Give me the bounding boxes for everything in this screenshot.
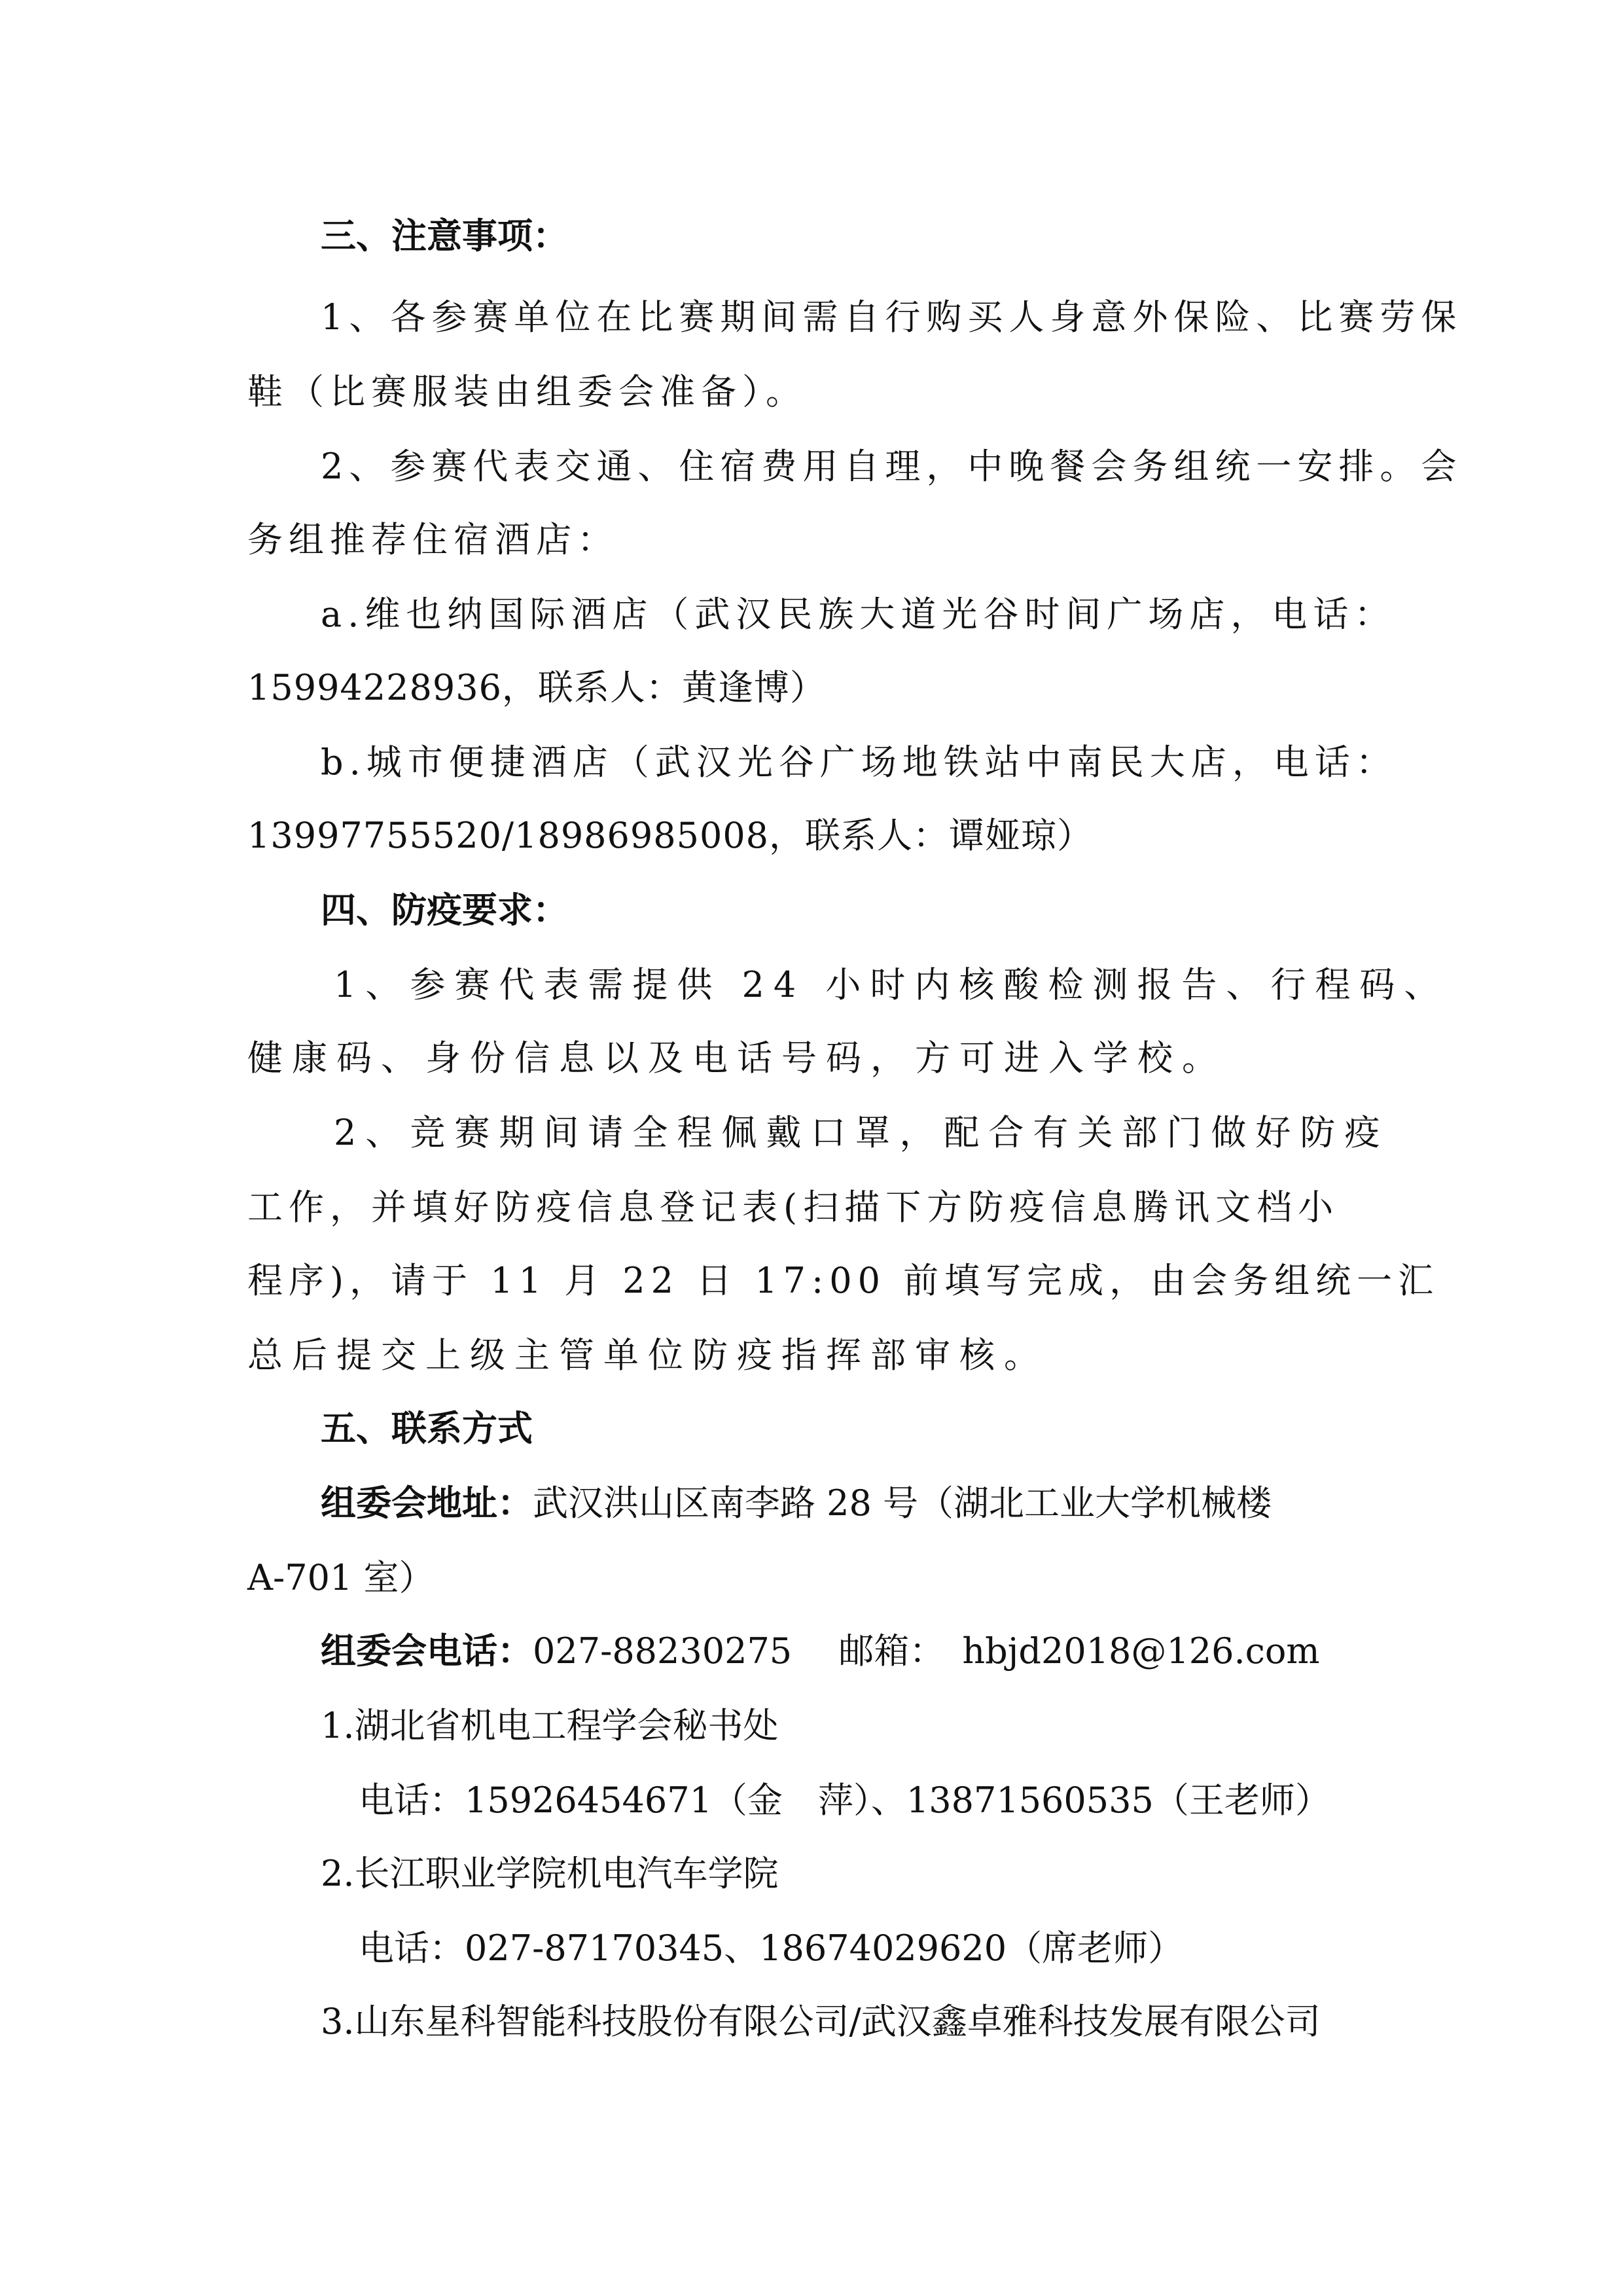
hotel-b-line1: b.城市便捷酒店（武汉光谷广场地铁站中南民大店，电话： [321, 742, 1397, 783]
contact2-name: 2.长江职业学院机电汽车学院 [321, 1853, 779, 1894]
section5-heading: 五、联系方式 [321, 1408, 533, 1449]
contact3-name: 3.山东星科智能科技股份有限公司/武汉鑫卓雅科技发展有限公司 [321, 2001, 1321, 2042]
section4-item1-line1: 1、参赛代表需提供 24 小时内核酸检测报告、行程码、 [334, 964, 1449, 1005]
section4-item2-line1: 2、竞赛期间请全程佩戴口罩，配合有关部门做好防疫 [334, 1112, 1389, 1153]
address-continuation: A-701 室） [247, 1557, 435, 1598]
hotel-a-line1: a.维也纳国际酒店（武汉民族大道光谷时间广场店，电话： [321, 594, 1396, 635]
address-value: 武汉洪山区南李路 28 号（湖北工业大学机械楼 [533, 1482, 1272, 1524]
phone-label: 组委会电话： [321, 1630, 533, 1672]
section3-item2-line1: 2、参赛代表交通、住宿费用自理，中晚餐会务组统一安排。会 [321, 446, 1463, 487]
section4-item2-line2: 工作，并填好防疫信息登记表(扫描下方防疫信息腾讯文档小 [247, 1187, 1340, 1228]
section4-heading: 四、防疫要求： [321, 889, 568, 931]
hotel-b-line2: 13997755520/18986985008，联系人：谭娅琼） [247, 815, 1094, 856]
section4-item2-line4: 总后提交上级主管单位防疫指挥部审核。 [247, 1335, 1048, 1376]
phone-email-value: 027-88230275 邮箱： hbjd2018@126.com [533, 1630, 1320, 1672]
section4-item2-line3: 程序)，请于 11 月 22 日 17:00 前填写完成，由会务组统一汇 [247, 1260, 1440, 1301]
section4-item1-line2: 健康码、身份信息以及电话号码，方可进入学校。 [247, 1037, 1226, 1079]
section3-item1-line2: 鞋（比赛服装由组委会准备）。 [247, 371, 807, 412]
address-row [321, 1480, 1272, 1526]
contact1-phone: 电话：15926454671（金 萍）、13871560535（王老师） [359, 1780, 1330, 1821]
address-label: 组委会地址： [321, 1482, 533, 1524]
section3-item2-line2: 务组推荐住宿酒店： [247, 519, 618, 560]
contact2-phone: 电话：027-87170345、18674029620（席老师） [359, 1928, 1184, 1969]
section3-heading: 三、注意事项： [321, 215, 568, 257]
phone-row [321, 1628, 1320, 1674]
section3-item1-line1: 1、各参赛单位在比赛期间需自行购买人身意外保险、比赛劳保 [321, 296, 1463, 338]
hotel-a-line2: 15994228936，联系人：黄逢博） [247, 667, 826, 708]
contact1-name: 1.湖北省机电工程学会秘书处 [321, 1705, 779, 1746]
